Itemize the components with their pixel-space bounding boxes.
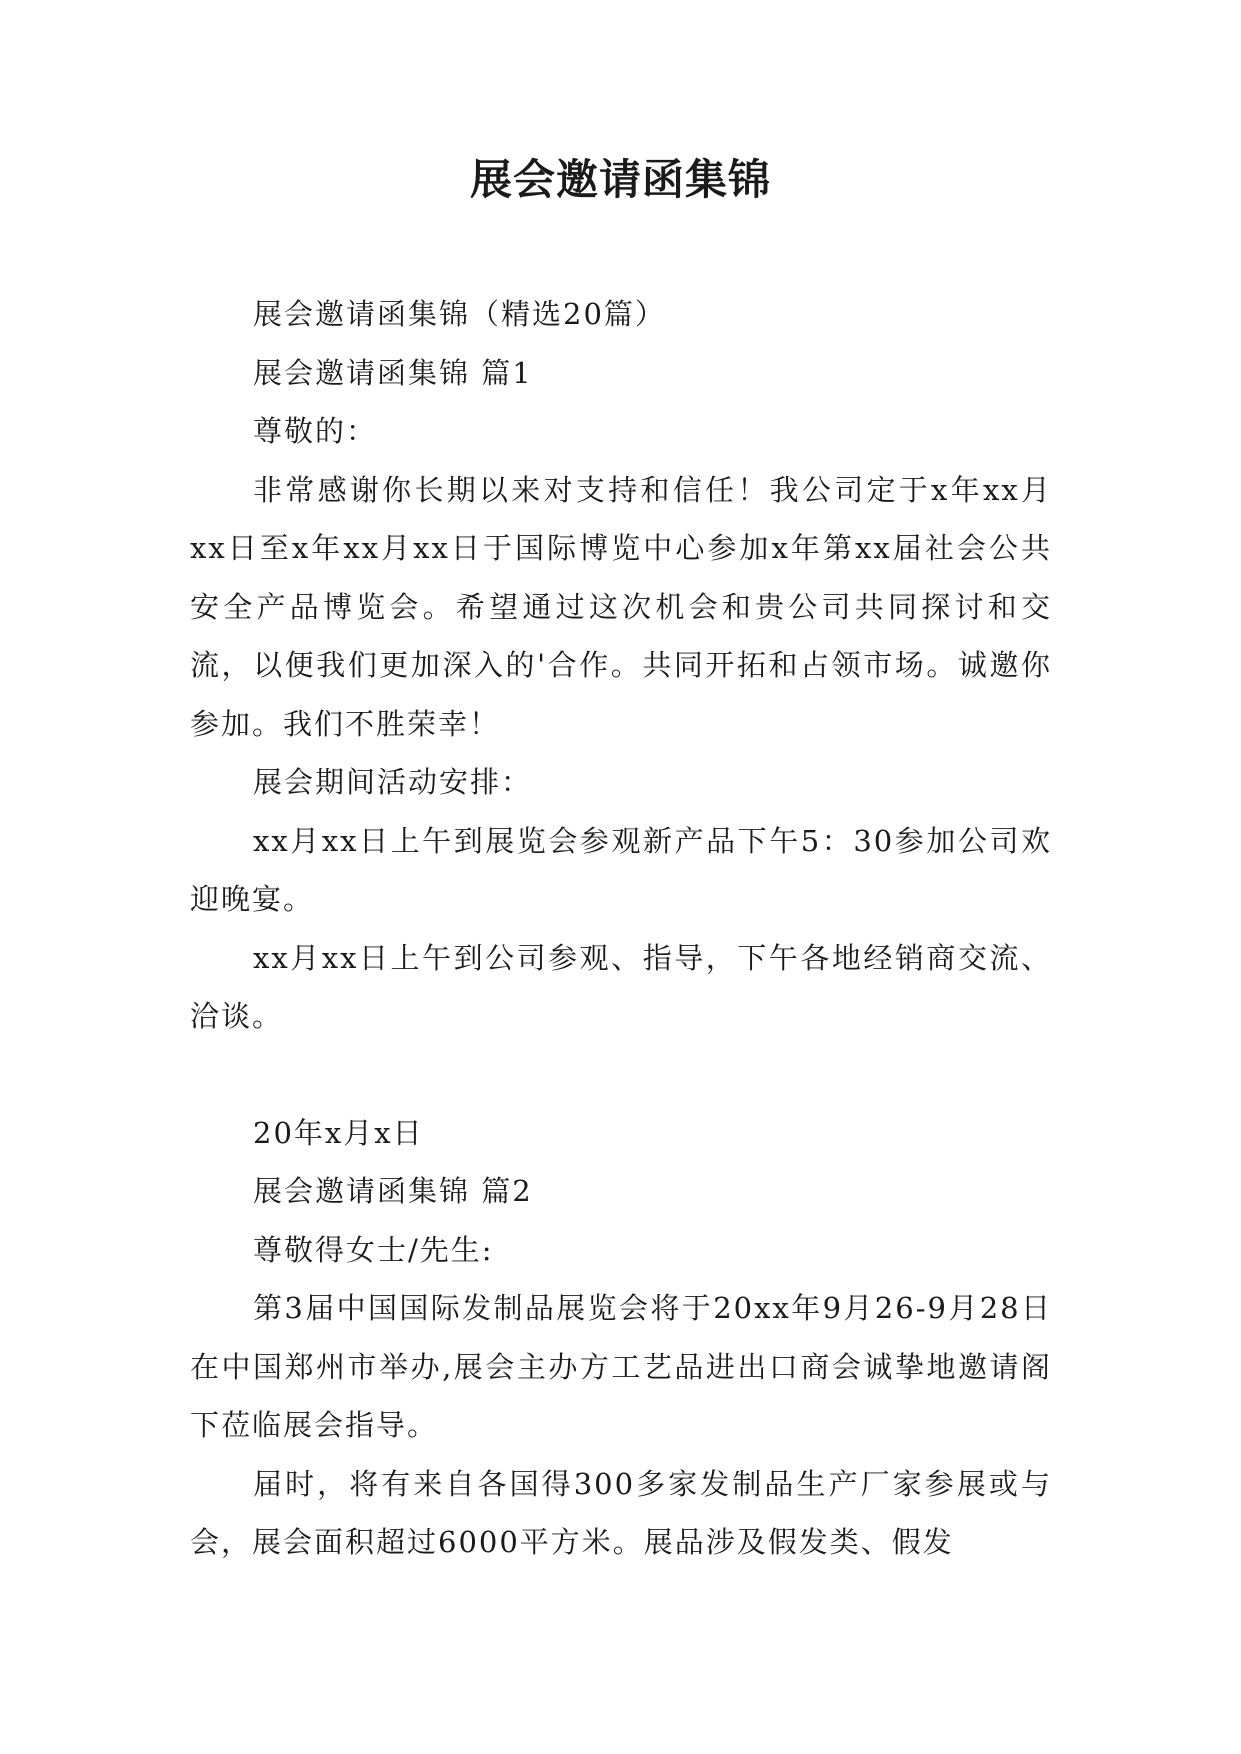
salutation-2: 尊敬得女士/先生: [253, 1232, 494, 1267]
document-body [190, 285, 1052, 1572]
body-paragraph-1: 非常感谢你长期以来对支持和信任！我公司定于x年xx月xx日至x年xx月xx日于国际博览中心参加x年第xx届社会公共安全产品博览会。希望通过这次机会和贵公司共同探讨和交流，以便我们更加深入的'合作。共同开拓和占领市场。诚邀你参加。我们不胜荣幸！ [190, 472, 1052, 741]
body-paragraph-2: 第3届中国国际发制品展览会将于20xx年9月26-9月28日在中国郑州市举办,展会主办方工艺品进出口商会诚挚地邀请阁下莅临展会指导。 [190, 1291, 1052, 1442]
date-line: 20年x月x日 [253, 1115, 424, 1150]
subtitle-paragraph: 展会邀请函集锦（精选20篇） [253, 297, 666, 331]
schedule-item-1: xx月xx日上午到展览会参观新产品下午5：30参加公司欢迎晚宴。 [190, 823, 1052, 916]
schedule-item-2: xx月xx日上午到公司参观、指导，下午各地经销商交流、洽谈。 [190, 940, 1052, 1033]
section-heading-1: 展会邀请函集锦 篇1 [253, 355, 533, 390]
schedule-heading: 展会期间活动安排： [253, 765, 533, 799]
document-title: 展会邀请函集锦 [469, 155, 771, 204]
body-paragraph-3: 届时，将有来自各国得300多家发制品生产厂家参展或与会，展会面积超过6000平方米。展品涉及假发类、假发 [190, 1466, 1052, 1559]
salutation-1: 尊敬的： [253, 414, 378, 448]
section-heading-2: 展会邀请函集锦 篇2 [253, 1174, 533, 1208]
